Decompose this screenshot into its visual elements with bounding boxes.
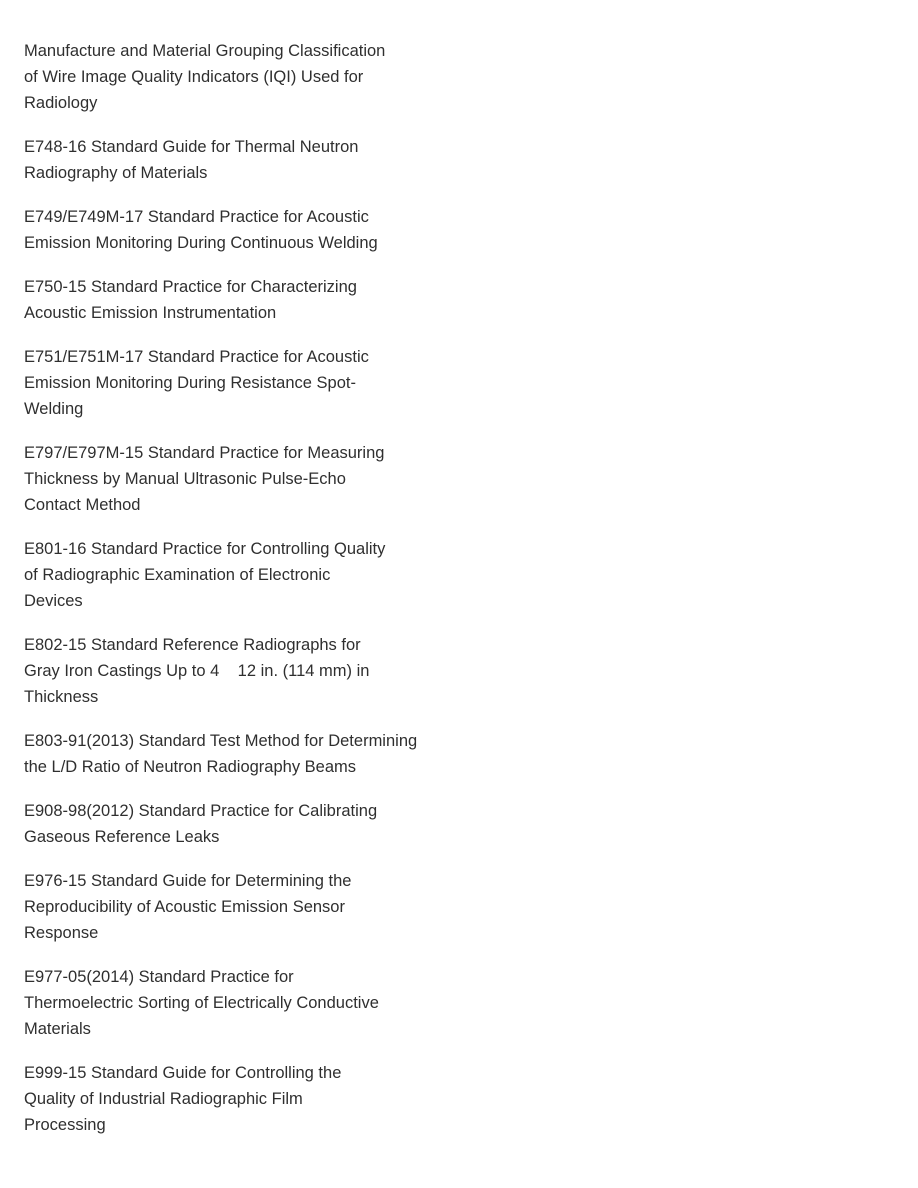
entry-line: E803-91(2013) Standard Test Method for Determining [24, 732, 418, 750]
entry-line: Processing [24, 1116, 106, 1134]
standard-entry-e750 [24, 274, 444, 326]
entry-line: E797/E797M-15 Standard Practice for Measuring [24, 444, 385, 462]
entry-line: Reproducibility of Acoustic Emission Sensor [24, 898, 345, 916]
standard-entry-e751 [24, 344, 444, 422]
entry-line: Acoustic Emission Instrumentation [24, 304, 277, 322]
entry-line: Manufacture and Material Grouping Classification [24, 42, 386, 60]
entry-line: E976-15 Standard Guide for Determining the [24, 872, 352, 890]
entry-line: E750-15 Standard Practice for Characterizing [24, 278, 357, 296]
entry-line: E749/E749M-17 Standard Practice for Acoustic [24, 208, 369, 226]
entry-line: Radiology [24, 94, 98, 112]
standard-entry-e803 [24, 728, 444, 780]
entry-line: Emission Monitoring During Continuous Welding [24, 234, 378, 252]
entry-line: of Wire Image Quality Indicators (IQI) Used for [24, 68, 364, 86]
entry-line: Materials [24, 1020, 91, 1038]
entry-line: Gray Iron Castings Up to 4 12 in. (114 mm) in [24, 662, 370, 680]
standard-entry-e908 [24, 798, 444, 850]
standard-entry-e748 [24, 134, 444, 186]
entry-line: E748-16 Standard Guide for Thermal Neutron [24, 138, 359, 156]
entry-line: Emission Monitoring During Resistance Spot- [24, 374, 356, 392]
entry-line: E977-05(2014) Standard Practice for [24, 968, 294, 986]
entry-line: E802-15 Standard Reference Radiographs for [24, 636, 361, 654]
standard-entry-e801 [24, 536, 444, 614]
entry-line: of Radiographic Examination of Electronic [24, 566, 331, 584]
entry-line: Welding [24, 400, 84, 418]
entry-line: Response [24, 924, 99, 942]
document-page [24, 38, 444, 1156]
standard-entry-e749 [24, 204, 444, 256]
entry-line: Gaseous Reference Leaks [24, 828, 220, 846]
entry-line: Devices [24, 592, 83, 610]
entry-line: E801-16 Standard Practice for Controlling Quality [24, 540, 386, 558]
entry-line: Contact Method [24, 496, 141, 514]
standard-entry-e977 [24, 964, 444, 1042]
entry-line: Thermoelectric Sorting of Electrically Conductive [24, 994, 379, 1012]
standard-entry-e976 [24, 868, 444, 946]
entry-line: E751/E751M-17 Standard Practice for Acoustic [24, 348, 369, 366]
standard-entry-e797 [24, 440, 444, 518]
entry-line: Radiography of Materials [24, 164, 208, 182]
entry-line: E999-15 Standard Guide for Controlling the [24, 1064, 342, 1082]
entry-line: the L/D Ratio of Neutron Radiography Beams [24, 758, 357, 776]
entry-line: Quality of Industrial Radiographic Film [24, 1090, 303, 1108]
entry-line: E908-98(2012) Standard Practice for Calibrating [24, 802, 378, 820]
standard-entry-iqi-classification [24, 38, 444, 116]
entry-line: Thickness by Manual Ultrasonic Pulse-Echo [24, 470, 346, 488]
standard-entry-e802 [24, 632, 444, 710]
standard-entry-e999 [24, 1060, 444, 1138]
entry-line: Thickness [24, 688, 99, 706]
